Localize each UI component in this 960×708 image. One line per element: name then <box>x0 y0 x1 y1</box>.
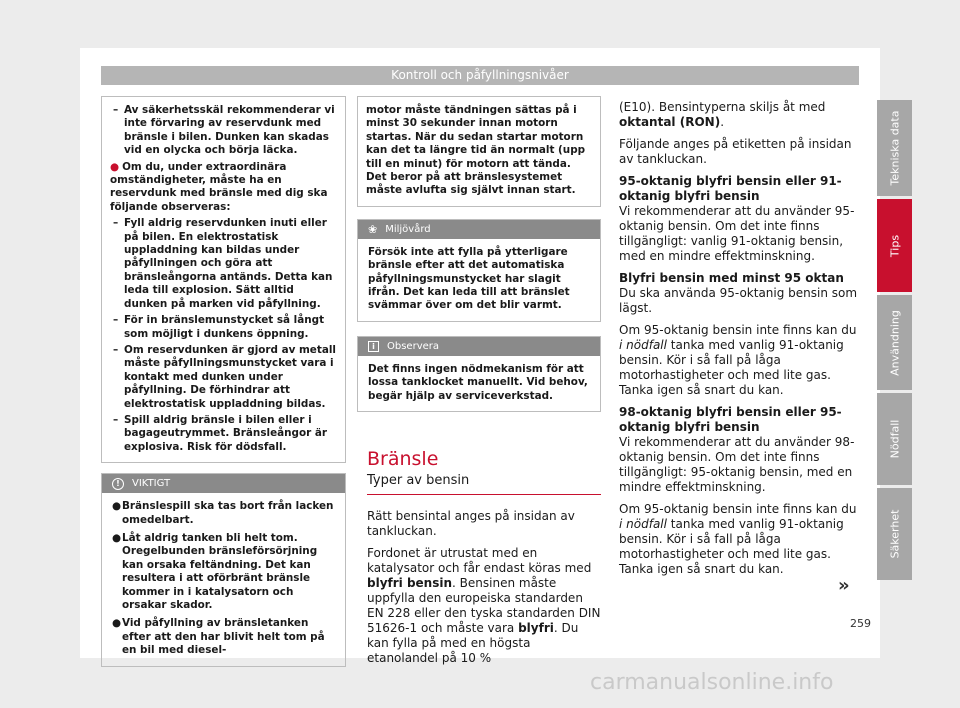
environment-box <box>357 219 601 322</box>
list-item: ● Låt aldrig tanken bli helt tom. Oregelbunden bränsleförsörjning kan orsaka feltändning. Det kan resultera i att oförbränt bränsle kommer in i katalysatorn och orsakar skador. <box>112 531 318 611</box>
dash-marker: – <box>113 413 119 426</box>
list-item: – För in bränslemunstycket så långt som möjligt i dunkens öppning. <box>113 314 325 340</box>
warning-box <box>101 473 346 666</box>
paragraph: Fordonet är utrustat med en katalysator och får endast köras med blyfri bensin. Bensinen måste uppfylla den europeiska standarden EN 228 eller den tyska standarden DIN 51626-1 och måste vara blyfri. Du kan fylla på med en högsta etanolandel på 10 % <box>367 546 601 666</box>
tab-tekniska-data[interactable]: Tekniska data <box>877 100 912 196</box>
column-left <box>101 96 346 667</box>
tab-tips[interactable]: Tips <box>877 199 912 292</box>
note-body: Det finns ingen nödmekanism för att lossa tanklocket manuellt. Vid behov, begär hjälp av serviceverkstad. <box>368 362 588 402</box>
section-title: Bränsle <box>367 448 439 471</box>
continue-arrow-icon: » <box>838 575 850 596</box>
watermark: carmanualsonline.info <box>590 670 834 695</box>
environment-body: Försök inte att fylla på ytterligare bränsle efter att det automatiska påfyllningsmunstycket har slagit ifrån. Det kan leda till att bränslet svämmar över om det blir varmt. <box>368 245 570 312</box>
bullet-icon: ● <box>110 160 120 173</box>
dash-marker: – <box>113 314 119 327</box>
paragraph: Vi rekommenderar att du använder 95-oktanig bensin. Om det inte finns tillgängligt: vanlig 91-oktanig bensin, med en mindre effektminskning. <box>619 204 855 263</box>
paragraph: Om 95-oktanig bensin inte finns kan du i nödfall tanka med vanlig 91-oktanig bensin. Kör i så fall på låga motorhastigheter och med lite gas. Tanka igen så snart du kan. <box>619 502 857 576</box>
subheading: 98-oktanig blyfri bensin eller 95-oktanig blyfri bensin <box>619 405 842 434</box>
page-number: 259 <box>850 617 871 630</box>
chapter-tabs <box>877 100 912 583</box>
environment-header: ❀ Miljövård <box>358 220 600 239</box>
chapter-header: Kontroll och påfyllningsnivåer <box>101 66 859 85</box>
top-dash-list <box>110 104 337 158</box>
note-box <box>357 336 601 412</box>
bullet-intro: ● Om du, under extraordinära omständigheter, måste ha en reservdunk med bränsle med dig ska följande observeras: <box>110 160 328 213</box>
subheading: Blyfri bensin med minst 95 oktan <box>619 271 844 285</box>
paragraph: Följande anges på etiketten på insidan av tankluckan. <box>619 137 852 166</box>
tab-nodfall[interactable]: Nödfall <box>877 393 912 485</box>
bullet-icon: ● <box>112 500 122 513</box>
tab-anvandning[interactable]: Användning <box>877 295 912 390</box>
warning-header: ! VIKTIGT <box>102 474 345 493</box>
note-header: i Observera <box>358 337 600 356</box>
list-item: – Fyll aldrig reservdunken inuti eller på bilen. En elektrostatisk uppladdning kan bildas under påfyllningen och göra att bränsleångorna antänds. Detta kan leda till explosion. Sätt alltid dunken på marken vid påfyllning. <box>113 217 333 310</box>
warning-body <box>102 493 345 665</box>
paragraph: Du ska använda 95-oktanig bensin som lägst. <box>619 286 858 315</box>
paragraph: (E10). Bensintyperna skiljs åt med oktantal (RON). <box>619 100 826 129</box>
warning-continued-box-2: motor måste tändningen sättas på i minst 30 sekunder innan motorn startas. När du sedan startar motorn kan det ta längre tid än normalt (upp till en minut) för motorn att tända. Det beror på att bränslesystemet måste avlufta sig självt innan start. <box>357 96 601 207</box>
paragraph: Om 95-oktanig bensin inte finns kan du i nödfall tanka med vanlig 91-oktanig bensin. Kör i så fall på låga motorhastigheter och med lite gas. Tanka igen så snart du kan. <box>619 323 857 397</box>
paragraph: Vi rekommenderar att du använder 98-oktanig bensin. Om det inte finns tillgängligt: 95-oktanig bensin, med en mindre effektminskning. <box>619 435 855 494</box>
list-item: – Spill aldrig bränsle i bilen eller i bagageutrymmet. Bränsleångor är explosiva. Risk för dödsfall. <box>113 413 327 453</box>
list-item: ● Vid påfyllning av bränsletanken efter att den har blivit helt tom på en bil med diesel- <box>112 617 325 657</box>
paragraph: Rätt bensintal anges på insidan av tankluckan. <box>367 509 575 539</box>
list-item: – Av säkerhetsskäl rekommenderar vi inte förvaring av reservdunk med bränsle i bilen. Dunken kan skadas vid en olycka och börja läcka. <box>113 104 335 157</box>
column-right <box>619 100 861 584</box>
list-item: ● Bränslespill ska tas bort från lacken omedelbart. <box>112 500 334 526</box>
sub-dash-list <box>110 217 337 454</box>
warning-continued-box <box>101 96 346 463</box>
dash-marker: – <box>113 217 119 230</box>
section-subtitle: Typer av bensin <box>367 472 601 495</box>
list-item: – Om reservdunken är gjord av metall måste påfyllningsmunstycket vara i kontakt med dunken under påfyllning. De förhindrar att elektrostatisk uppladdning bildas. <box>113 343 336 410</box>
note-square-icon: i <box>368 341 379 352</box>
column-middle <box>357 96 601 673</box>
tab-sakerhet[interactable]: Säkerhet <box>877 488 912 580</box>
dash-marker: – <box>113 104 119 116</box>
leaf-icon: ❀ <box>368 222 378 236</box>
subheading: 95-oktanig blyfri bensin eller 91-oktanig blyfri bensin <box>619 174 842 203</box>
bullet-icon: ● <box>112 617 122 630</box>
dash-marker: – <box>113 343 119 356</box>
warning-list <box>112 500 335 657</box>
bullet-icon: ● <box>112 531 122 544</box>
info-circle-icon: ! <box>112 478 124 490</box>
